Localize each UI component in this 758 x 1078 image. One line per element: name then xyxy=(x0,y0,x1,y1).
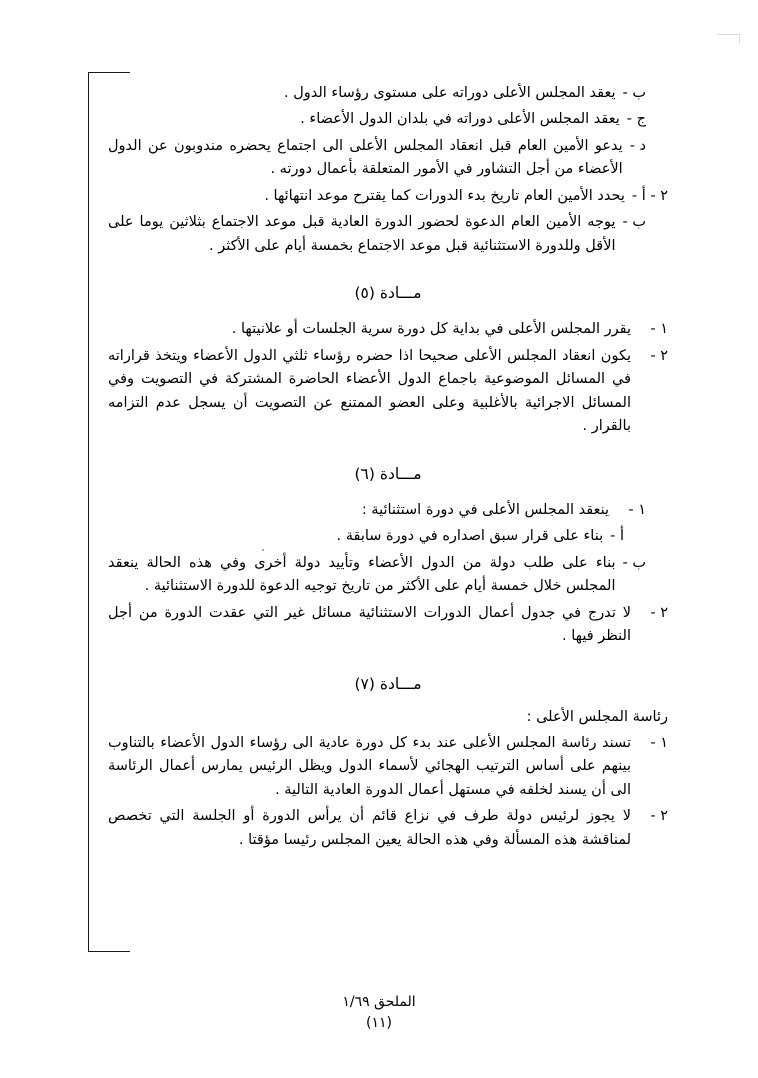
list-item xyxy=(108,552,646,599)
list-text: يكون انعقاد المجلس الأعلى صحيحا اذا حضره رؤساء ثلثي الدول الأعضاء ويتخذ قراراته في المسائل الموضوعية باجماع الدول الأعضاء الحاضرة المشتركة في التصويت وفي المسائل الاجرائية بالأغلبية وعلى العضو الممتنع عن التصويت أن يسجل عدم التزامه بالقرار . xyxy=(108,347,631,435)
frame-left-rule xyxy=(88,72,89,952)
list-text: يحدد الأمين العام تاريخ بدء الدورات كما يقترح موعد انتهائها . xyxy=(264,187,625,204)
list-text: يدعو الأمين العام قبل انعقاد المجلس الأعلى الى اجتماع يحضره مندوبون عن الدول الأعضاء من أجل التشاور في الأمور المتعلقة بأعمال دورته . xyxy=(108,137,623,178)
list-text: ينعقد المجلس الأعلى في دورة استثنائية : xyxy=(361,501,609,518)
list-marker: ١ - xyxy=(650,321,668,338)
frame-top-rule xyxy=(88,72,130,73)
list-marker: ب - xyxy=(622,214,646,231)
top-section-list xyxy=(108,82,668,258)
document-body xyxy=(108,82,668,855)
page-footer xyxy=(0,992,758,1034)
list-text: بناء على طلب دولة من الدول الأعضاء وتأييد دولة أخرى وفي هذه الحالة ينعقد المجلس خلال خمسة أيام على الأكثر من تاريخ توجيه الدعوة للدورة الاستثنائية . xyxy=(108,554,616,595)
frame-bottom-rule xyxy=(88,951,130,952)
list-text: يعقد المجلس الأعلى دوراته في بلدان الدول الأعضاء . xyxy=(300,111,620,128)
list-marker: ج - xyxy=(626,111,646,128)
scan-speck xyxy=(262,549,264,551)
list-text: يقرر المجلس الأعلى في بداية كل دورة سرية الجلسات أو علانيتها . xyxy=(231,321,631,338)
page-number: (١١) xyxy=(366,1015,392,1031)
list-text: تسند رئاسة المجلس الأعلى عند بدء كل دورة عادية الى رؤساء الدول الأعضاء بالتناوب بينهم على أساس الترتيب الهجائي لأسماء الدول ويظل الرئيس يمارس أعمال الرئاسة الى أن يسند لخلفه في مستهل أعمال الدورة العادية التالية . xyxy=(108,734,631,798)
list-text: لا يجوز لرئيس دولة طرف في نزاع قائم أن يرأس الدورة أو الجلسة التي تخصص لمناقشة هذه المسألة وفي هذه الحالة يعين المجلس رئيسا مؤقتا . xyxy=(108,808,631,848)
list-item xyxy=(108,318,668,341)
list-marker: ٢ - xyxy=(650,347,668,364)
article-6-list xyxy=(108,499,668,649)
scan-corner-artifact xyxy=(717,34,740,45)
list-text: لا تدرج في جدول أعمال الدورات الاستثنائية مسائل غير التي عقدت الدورة من أجل النظر فيها . xyxy=(108,604,631,645)
list-item xyxy=(108,732,668,802)
article-6-heading: مـــادة (٦) xyxy=(354,464,422,483)
list-marker: أ - xyxy=(610,528,624,545)
list-marker: ب - xyxy=(622,554,646,571)
article-7-heading: مـــادة (٧) xyxy=(354,674,422,693)
list-item xyxy=(108,108,646,131)
list-text: يعقد المجلس الأعلى دوراته على مستوى رؤساء الدول . xyxy=(283,85,616,101)
list-item xyxy=(108,805,668,852)
list-item xyxy=(108,135,646,182)
list-item xyxy=(108,211,646,258)
article-7-list xyxy=(108,732,668,852)
list-item xyxy=(108,82,646,105)
article-5-heading: مـــادة (٥) xyxy=(354,284,422,303)
list-item xyxy=(108,525,624,548)
list-marker: ٢ - xyxy=(650,808,668,825)
list-text: بناء على قرار سبق اصداره في دورة سابقة . xyxy=(336,528,604,545)
list-marker: ب - xyxy=(622,85,646,101)
list-marker: ١ - xyxy=(650,734,668,751)
list-item xyxy=(108,345,668,439)
article-5-list xyxy=(108,318,668,438)
list-text: يوجه الأمين العام الدعوة لحضور الدورة العادية قبل موعد الاجتماع بثلاثين يوما على الأقل وللدورة الاستثنائية قبل موعد الاجتماع بخمسة أيام على الأكثر . xyxy=(108,214,616,254)
list-marker: ١ - xyxy=(628,501,646,518)
list-item xyxy=(108,499,646,522)
footer-reference: الملحق ١/٦٩ xyxy=(342,994,416,1010)
list-marker: ٢ - أ - xyxy=(631,187,668,204)
list-marker: د - xyxy=(629,137,646,154)
article-7-section-label: رئاسة المجلس الأعلى : xyxy=(526,708,668,725)
list-marker: ٢ - xyxy=(650,604,668,621)
list-item xyxy=(108,185,668,208)
list-item xyxy=(108,602,668,649)
